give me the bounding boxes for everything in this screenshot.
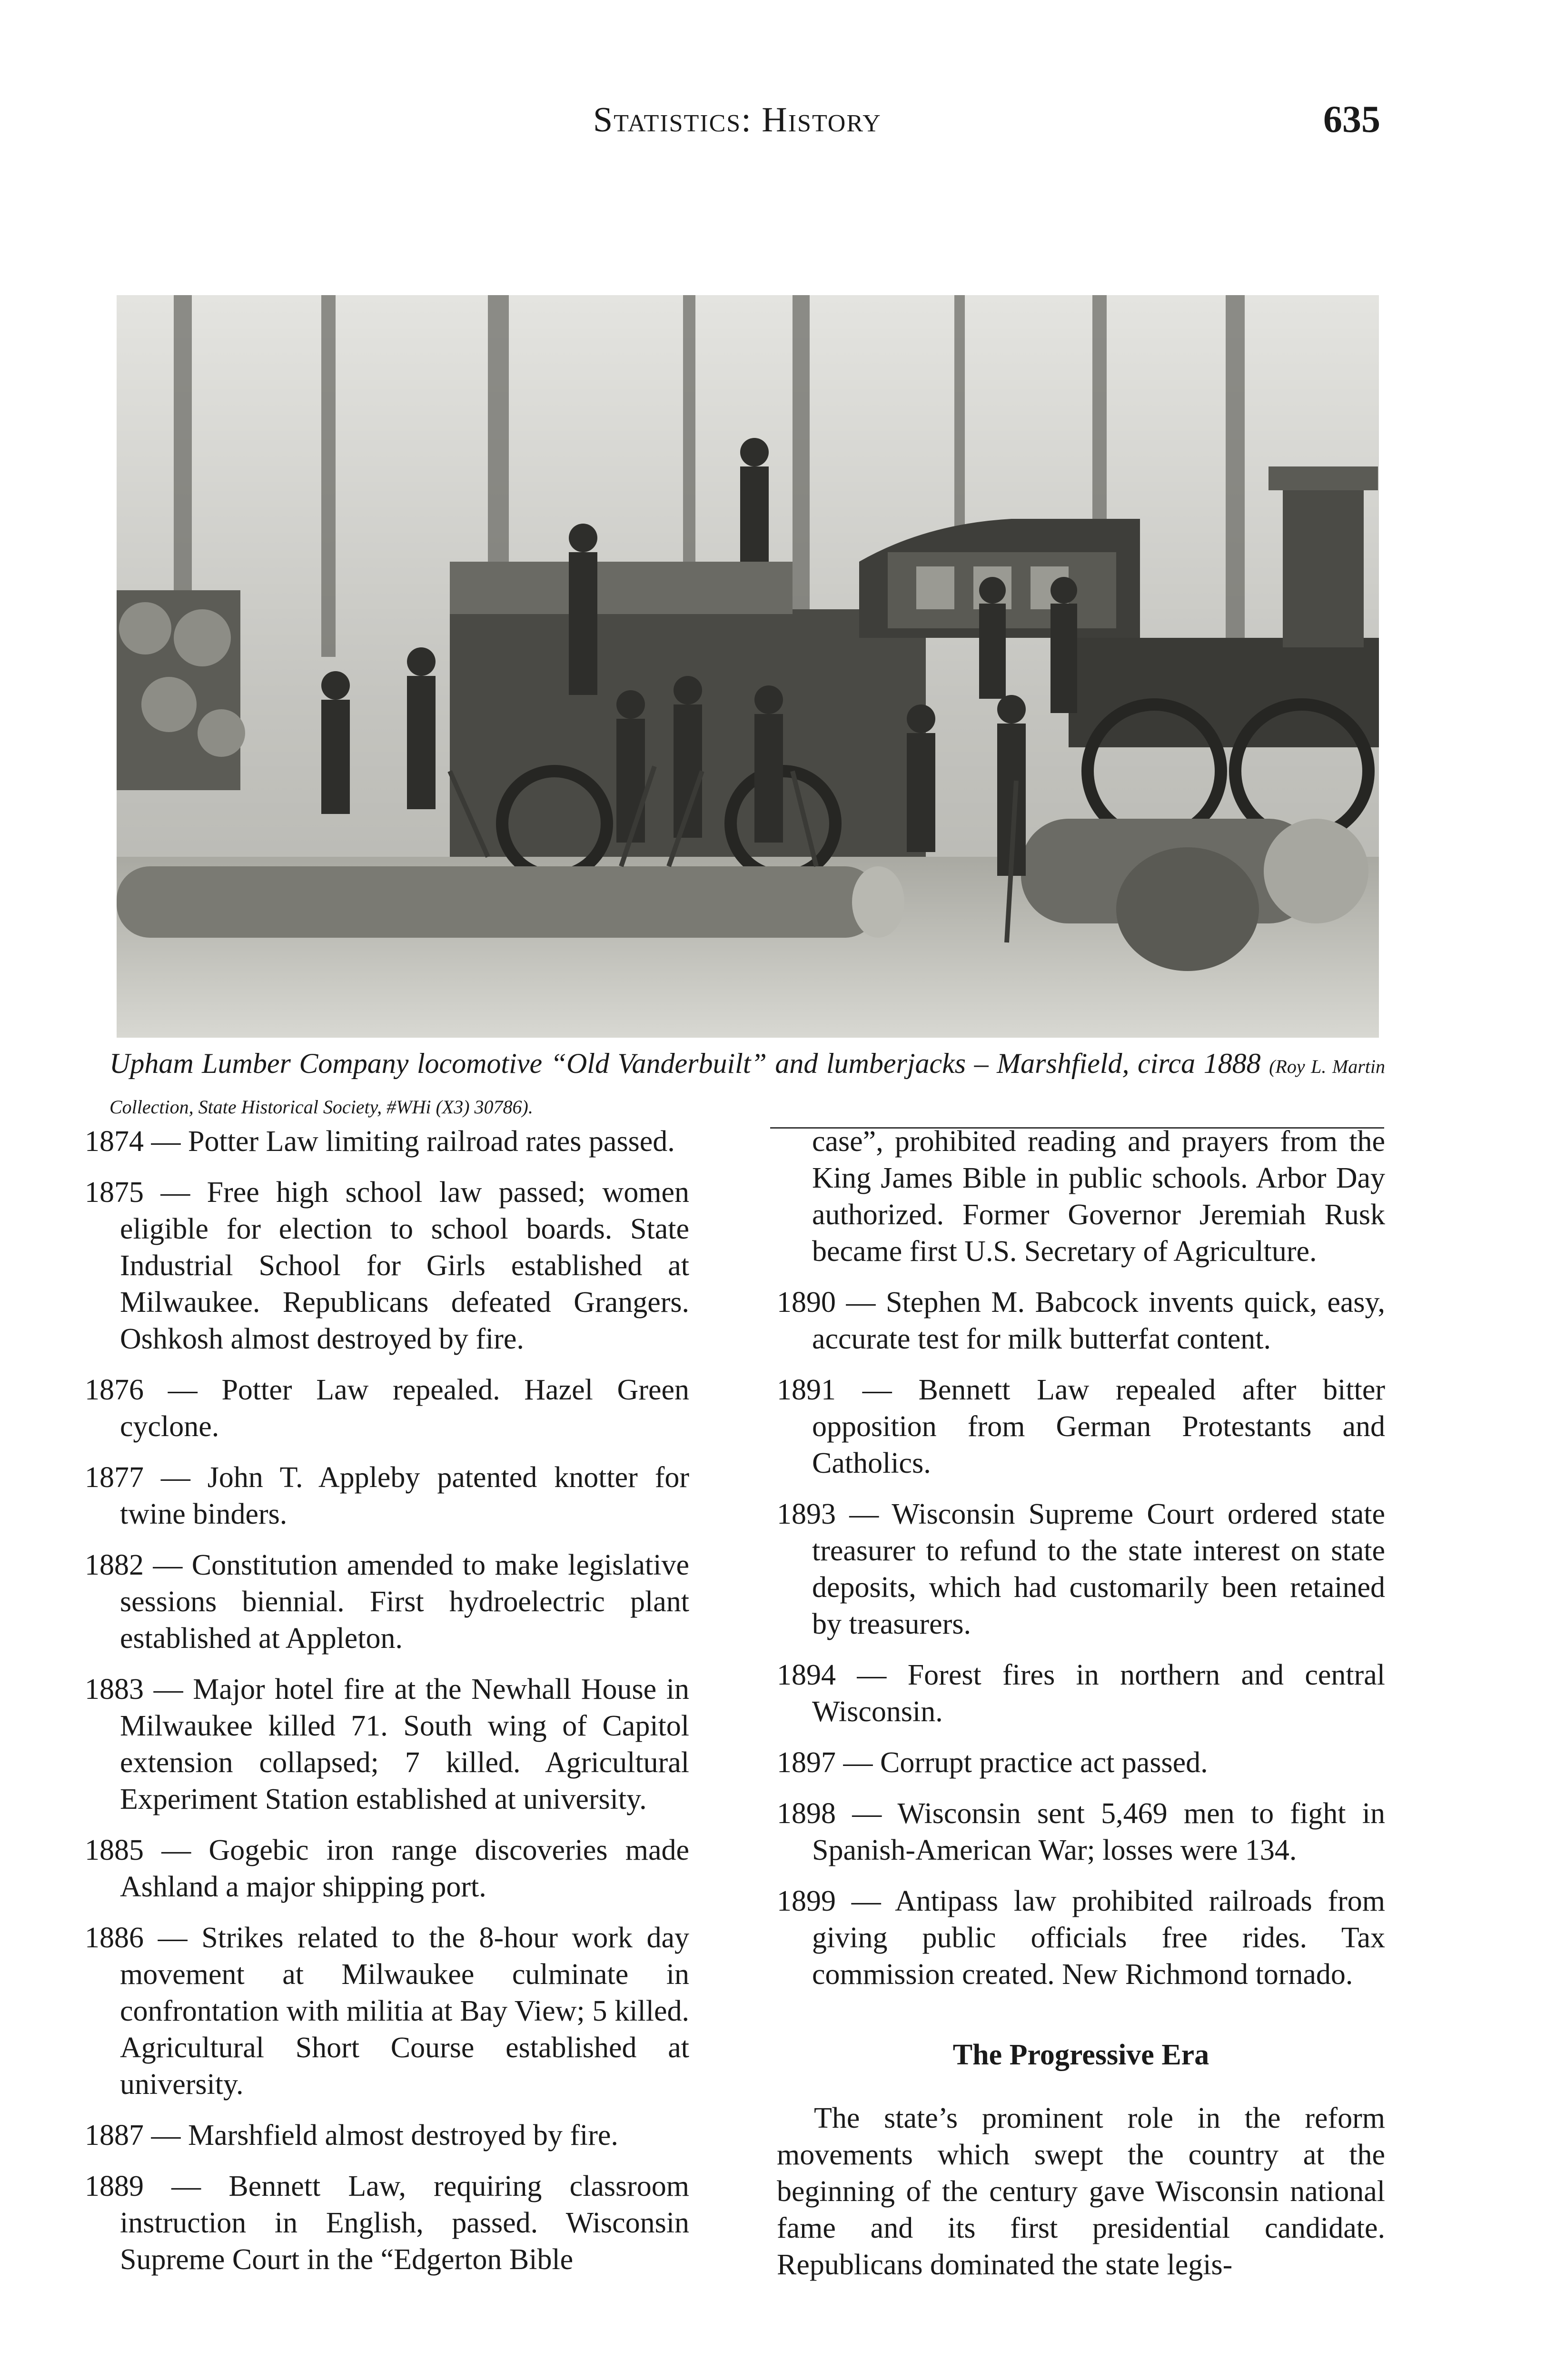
running-title: Statistics: History bbox=[593, 100, 882, 139]
chronology-entry: 1899 — Antipass law prohibited railroads from giving public officials free rides. Tax commission created. New Richmond tornado. bbox=[777, 1885, 1386, 1991]
locomotive-photograph bbox=[117, 295, 1379, 1038]
chronology-entry: 1890 — Stephen M. Babcock invents quick, easy, accurate test for milk butterfat content. bbox=[777, 1286, 1386, 1355]
chronology-entry: 1883 — Major hotel fire at the Newhall House in Milwaukee killed 71. South wing of Capitol extension collapsed; 7 killed. Agricultural Experiment Station established at university. bbox=[85, 1673, 690, 1815]
left-column bbox=[85, 1123, 689, 2292]
section-heading: The Progressive Era bbox=[952, 2039, 1209, 2071]
caption-text: Upham Lumber Company locomotive “Old Vanderbuilt” and lumberjacks – Marshfield, circa 1888 bbox=[109, 1048, 1261, 1079]
body-paragraph: The state’s prominent role in the reform movements which swept the country at the beginning of the century gave Wisconsin national fame and its first presidential candidate. Republicans dominated the state legis- bbox=[777, 2102, 1385, 2281]
chronology-entry: 1882 — Constitution amended to make legislative sessions biennial. First hydroelectric plant established at Appleton. bbox=[85, 1549, 690, 1655]
chronology-entry: 1875 — Free high school law passed; women eligible for election to school boards. State Industrial School for Girls established at Milwaukee. Republicans defeated Grangers. Oshkosh almost destroyed by fire. bbox=[85, 1176, 689, 1355]
chronology-entry: 1897 — Corrupt practice act passed. bbox=[777, 1746, 1208, 1779]
running-head bbox=[0, 95, 1546, 157]
figure-caption bbox=[109, 1045, 1385, 1126]
chronology-entry: 1889 — Bennett Law, requiring classroom instruction in English, passed. Wisconsin Supreme Court in the “Edgerton Bible bbox=[85, 2170, 689, 2276]
photo-credit: (Roy L. Martin Collection, State Historical Society, #WHi (X3) 30786). bbox=[109, 1056, 1385, 1118]
chronology-entry: 1876 — Potter Law repealed. Hazel Green cyclone. bbox=[85, 1374, 690, 1443]
chronology-entry: 1891 — Bennett Law repealed after bitter opposition from German Protestants and Catholics. bbox=[777, 1374, 1386, 1479]
chronology-continuation: case”, prohibited reading and prayers from the King James Bible in public schools. Arbor Day authorized. Former Governor Jeremiah Rusk became first U.S. Secretary of Agriculture. bbox=[812, 1125, 1385, 1268]
chronology-entry: 1894 — Forest fires in northern and central Wisconsin. bbox=[777, 1659, 1385, 1728]
chronology-entry: 1877 — John T. Appleby patented knotter for twine binders. bbox=[85, 1461, 690, 1530]
chronology-entry: 1898 — Wisconsin sent 5,469 men to fight in Spanish-American War; losses were 134. bbox=[777, 1797, 1385, 1866]
chronology-entry: 1886 — Strikes related to the 8-hour work day movement at Milwaukee culminate in confrontation with militia at Bay View; 5 killed. Agricultural Short Course established at university. bbox=[85, 1922, 690, 2101]
chronology-entry: 1885 — Gogebic iron range discoveries made Ashland a major shipping port. bbox=[85, 1834, 690, 1903]
chronology-entry: 1887 — Marshfield almost destroyed by fire. bbox=[85, 2119, 618, 2152]
chronology-entry: 1893 — Wisconsin Supreme Court ordered state treasurer to refund to the state interest on state deposits, which had customarily been retained by treasurers. bbox=[777, 1498, 1385, 1640]
chronology-entry: 1874 — Potter Law limiting railroad rates passed. bbox=[85, 1125, 675, 1158]
right-column bbox=[777, 1123, 1385, 2283]
page-number: 635 bbox=[1323, 99, 1380, 140]
